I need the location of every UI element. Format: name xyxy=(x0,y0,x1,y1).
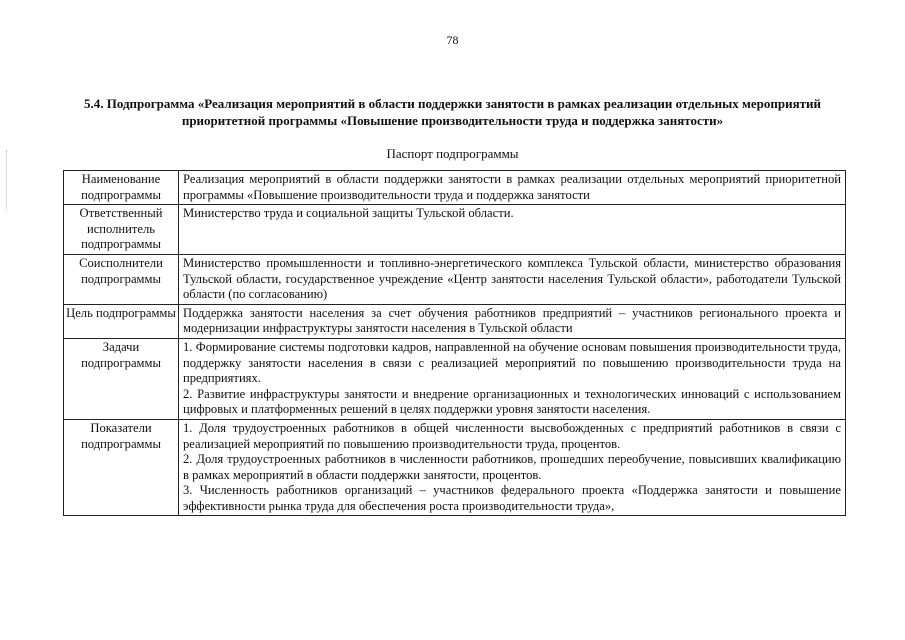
row-label: Цель подпрограммы xyxy=(64,304,179,338)
table-row xyxy=(64,419,846,516)
row-paragraph: Министерство труда и социальной защиты Тульской области. xyxy=(183,206,514,221)
row-paragraph: Реализация мероприятий в области поддержки занятости в рамках реализации отдельных мероприятий приоритетной программы «Повышение производительности труда и поддержка занятости xyxy=(183,172,841,202)
row-value xyxy=(179,304,846,338)
row-value xyxy=(179,419,846,516)
passport-caption: Паспорт подпрограммы xyxy=(386,146,519,161)
table-row xyxy=(64,171,846,205)
section-title: 5.4. Подпрограмма «Реализация мероприятий в области поддержки занятости в рамках реализации отдельных мероприятий приоритетной программы «Повышение производительности труда и поддержка занятости» xyxy=(83,96,821,128)
row-label: Соисполнители подпрограммы xyxy=(64,254,179,304)
row-label: Задачи подпрограммы xyxy=(64,338,179,419)
row-paragraph: Министерство промышленности и топливно-энергетического комплекса Тульской области, министерство образования Тульской области, государственное учреждение «Центр занятости населения Тульской области», работодатели Тульской области (по согласованию) xyxy=(183,255,841,302)
table-row xyxy=(64,338,846,419)
table-row xyxy=(64,254,846,304)
passport-table xyxy=(63,170,846,516)
row-value xyxy=(179,205,846,255)
row-paragraph: 1. Формирование системы подготовки кадров, направленной на обучение основам повышения производительности труда, поддержку занятости населения в связи с реализацией мероприятий по повышению производительности труда на предприятиях. xyxy=(183,339,841,386)
row-paragraph: 1. Доля трудоустроенных работников в общей численности высвобожденных с предприятий работников в связи с реализацией мероприятий по повышению производительности труда, процентов. xyxy=(183,420,841,451)
row-value xyxy=(179,338,846,419)
table-row xyxy=(64,205,846,255)
table-row xyxy=(64,304,846,338)
row-paragraph: 3. Численность работников организаций – участников федерального проекта «Поддержка занятости и повышение эффективности рынка труда для обеспечения роста производительности труда», xyxy=(183,483,841,513)
row-paragraph: 2. Развитие инфраструктуры занятости и внедрение организационных и технологических инноваций с использованием цифровых и платформенных решений в целях поддержки уровня занятости населения. xyxy=(183,386,841,417)
row-paragraph: 2. Доля трудоустроенных работников в численности работников, прошедших переобучение, повысивших квалификацию в рамках мероприятий в области поддержки занятости, процентов. xyxy=(183,452,841,482)
row-label: Наименование подпрограммы xyxy=(64,171,179,205)
row-value xyxy=(179,254,846,304)
row-paragraph: Поддержка занятости населения за счет обучения работников предприятий – участников регионального проекта и модернизации инфраструктуры занятости населения в Тульской области xyxy=(183,305,841,336)
row-value xyxy=(179,171,846,205)
row-label: Ответственный исполнитель подпрограммы xyxy=(64,205,179,255)
row-label: Показатели подпрограммы xyxy=(64,419,179,516)
page-number: 78 xyxy=(446,33,459,47)
